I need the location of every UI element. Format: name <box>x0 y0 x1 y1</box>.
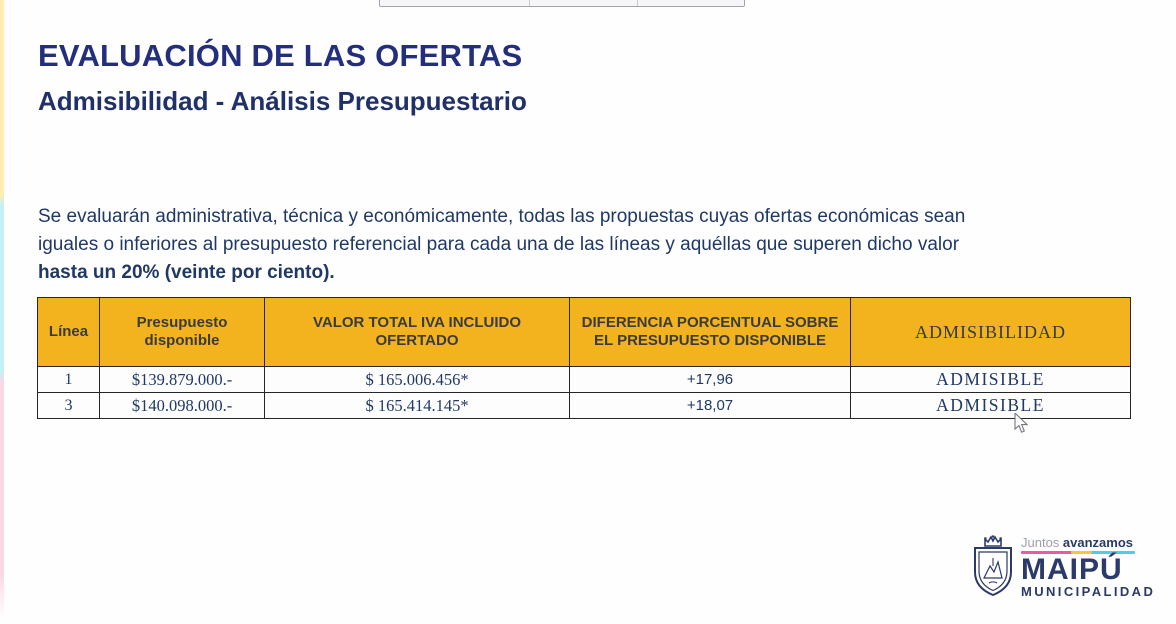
col-header-presupuesto: Presupuesto disponible <box>100 298 265 367</box>
col-header-linea: Línea <box>38 298 100 367</box>
table-header-row <box>38 298 1131 367</box>
top-toolbar[interactable] <box>379 0 745 7</box>
top-toolbar-segment[interactable] <box>529 0 637 6</box>
logo-name: MAIPÚ <box>1021 553 1123 586</box>
page-title: EVALUACIÓN DE LAS OFERTAS <box>38 38 523 73</box>
cell-diferencia: +17,96 <box>570 367 851 393</box>
top-toolbar-segment[interactable] <box>637 0 744 6</box>
intro-paragraph <box>38 203 1148 287</box>
paragraph-line-bold: hasta un 20% (veinte por ciento). <box>38 262 335 283</box>
logo-tagline <box>1021 536 1155 550</box>
page-subtitle: Admisibilidad - Análisis Presupuestario <box>38 86 527 116</box>
paragraph-line: Se evaluarán administrativa, técnica y económicamente, todas las propuestas cuyas ofertas económicas sean <box>38 206 966 227</box>
cell-linea: 3 <box>38 393 100 419</box>
maipu-logo <box>971 534 1155 599</box>
cell-linea: 1 <box>38 367 100 393</box>
maipu-crest-icon <box>971 534 1015 598</box>
admissibility-table <box>37 297 1131 419</box>
top-toolbar-segment[interactable] <box>380 0 529 6</box>
cell-diferencia: +18,07 <box>570 393 851 419</box>
cell-valor-total: $ 165.006.456* <box>265 367 570 393</box>
cell-valor-total: $ 165.414.145* <box>265 393 570 419</box>
col-header-valor-total: VALOR TOTAL IVA INCLUIDO OFERTADO <box>265 298 570 367</box>
mouse-cursor-icon <box>1014 413 1030 435</box>
cell-presupuesto: $139.879.000.- <box>100 367 265 393</box>
table-row <box>38 393 1131 419</box>
logo-tagline-light: Juntos <box>1021 535 1063 550</box>
table-row <box>38 367 1131 393</box>
logo-subname: MUNICIPALIDAD <box>1021 584 1156 599</box>
cell-presupuesto: $140.098.000.- <box>100 393 265 419</box>
paragraph-line: iguales o inferiores al presupuesto referencial para cada una de las líneas y aquéllas que superen dicho valor <box>38 234 960 255</box>
left-edge-accent-stripe <box>0 0 4 624</box>
cell-admisibilidad: ADMISIBLE <box>851 367 1131 393</box>
col-header-admisibilidad: ADMISIBILIDAD <box>851 298 1131 367</box>
col-header-diferencia: DIFERENCIA PORCENTUAL SOBRE EL PRESUPUESTO DISPONIBLE <box>570 298 851 367</box>
cell-admisibilidad: ADMISIBLE <box>851 393 1131 419</box>
logo-tagline-bold: avanzamos <box>1062 535 1134 550</box>
